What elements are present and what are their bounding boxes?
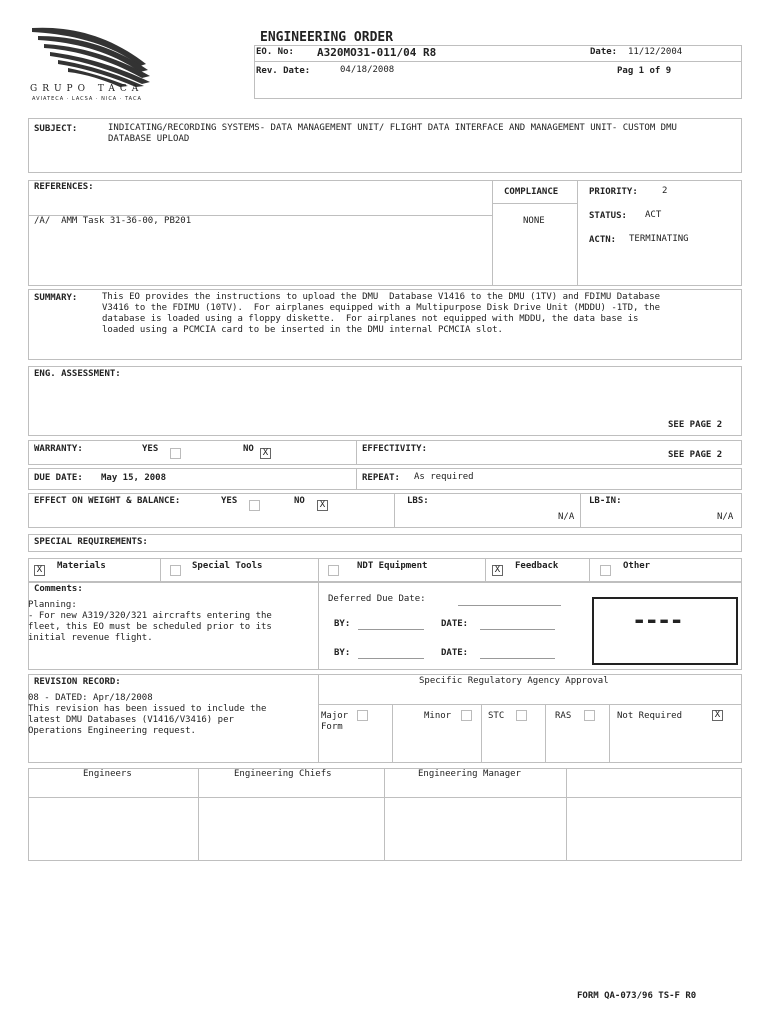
revision-record-label: REVISION RECORD: <box>34 677 121 687</box>
feedback-checkbox[interactable]: X <box>492 565 503 576</box>
page-title: ENGINEERING ORDER <box>260 30 394 45</box>
deferred-due-label: Deferred Due Date: <box>328 594 426 604</box>
date-label-1: DATE: <box>441 619 469 629</box>
date-value: 11/12/2004 <box>628 47 683 57</box>
comments-label: Comments: <box>34 584 83 594</box>
special-tools-label: Special Tools <box>192 561 263 571</box>
agency-approval-label: Specific Regulatory Agency Approval <box>419 676 609 686</box>
revision-line-3: latest DMU Databases (V1416/V3416) per <box>28 715 234 725</box>
logo-tagline: AVIATECA · LACSA · NICA · TACA <box>32 96 142 102</box>
warranty-yes-checkbox[interactable] <box>170 448 181 459</box>
logo-bird-icon <box>28 24 156 88</box>
by-label-1: BY: <box>334 619 351 629</box>
manager-signature-area[interactable] <box>385 798 565 860</box>
due-date-label: DUE DATE: <box>34 473 83 483</box>
warranty-label: WARRANTY: <box>34 444 83 454</box>
weight-yes-checkbox[interactable] <box>249 500 260 511</box>
date-field-2[interactable] <box>480 658 555 659</box>
effectivity-label: EFFECTIVITY: <box>362 444 428 454</box>
ndt-checkbox[interactable] <box>328 565 339 576</box>
assessment-section <box>28 366 742 436</box>
comments-line-3: initial revenue flight. <box>28 633 153 643</box>
materials-checkbox[interactable]: X <box>34 565 45 576</box>
special-tools-checkbox[interactable] <box>170 565 181 576</box>
minor-checkbox[interactable] <box>461 710 472 721</box>
other-checkbox[interactable] <box>600 565 611 576</box>
warranty-no-label: NO <box>243 444 254 454</box>
repeat-label: REPEAT: <box>362 473 400 483</box>
deferred-due-field[interactable] <box>458 605 561 606</box>
summary-label: SUMMARY: <box>34 293 78 303</box>
lbin-label: LB-IN: <box>589 496 622 506</box>
weight-no-label: NO <box>294 496 305 506</box>
major-label: Major <box>321 711 349 721</box>
eo-number: A320MO31-011/04 R8 <box>317 46 437 59</box>
status-value: ACT <box>645 210 662 220</box>
lbs-label: LBS: <box>407 496 429 506</box>
engineers-label: Engineers <box>83 769 132 779</box>
not-required-label: Not Required <box>617 711 683 721</box>
comments-line-1: - For new A319/320/321 aircrafts entering the <box>28 611 272 621</box>
date-label: Date: <box>590 47 618 57</box>
actn-label: ACTN: <box>589 235 617 245</box>
by-field-1[interactable] <box>358 629 424 630</box>
lbin-value: N/A <box>717 512 734 522</box>
assessment-label: ENG. ASSESSMENT: <box>34 369 121 379</box>
minor-label: Minor <box>424 711 452 721</box>
feedback-label: Feedback <box>515 561 559 571</box>
references-label: REFERENCES: <box>34 182 94 192</box>
form-label: Form <box>321 722 343 732</box>
weight-balance-label: EFFECT ON WEIGHT & BALANCE: <box>34 496 181 506</box>
due-date-value: May 15, 2008 <box>101 473 167 483</box>
planning-label: Planning: <box>28 600 77 610</box>
ndt-label: NDT Equipment <box>357 561 428 571</box>
engineers-signature-area[interactable] <box>29 798 197 860</box>
summary-line-2: V3416 to the FDIMU (10TV). For airplanes equipped with a Multipurpose Disk Drive Unit (MDDU) -1TD, the <box>102 303 661 313</box>
form-id: FORM QA-073/96 TS-F R0 <box>577 991 697 1001</box>
not-required-checkbox[interactable]: X <box>712 710 723 721</box>
summary-line-4: loaded using a PCMCIA card to be inserted in the DMU internal PCMCIA slot. <box>102 325 503 335</box>
logo-company-name: GRUPO TACA <box>30 84 144 94</box>
priority-value: 2 <box>662 186 668 196</box>
revision-line-2: This revision has been issued to include the <box>28 704 267 714</box>
revision-line-1: 08 - DATED: Apr/18/2008 <box>28 693 153 703</box>
weight-no-checkbox[interactable]: X <box>317 500 328 511</box>
stc-checkbox[interactable] <box>516 710 527 721</box>
materials-label: Materials <box>57 561 106 571</box>
stamp-dashes: ---- <box>632 606 682 634</box>
ras-checkbox[interactable] <box>584 710 595 721</box>
eo-label: EO. No: <box>256 47 294 57</box>
comments-line-2: fleet, this EO must be scheduled prior to its <box>28 622 272 632</box>
engineering-chiefs-label: Engineering Chiefs <box>234 769 332 779</box>
engineering-manager-label: Engineering Manager <box>418 769 521 779</box>
special-requirements-label: SPECIAL REQUIREMENTS: <box>34 537 148 547</box>
effectivity-see-page: SEE PAGE 2 <box>668 450 723 460</box>
subject-label: SUBJECT: <box>34 124 78 134</box>
status-label: STATUS: <box>589 211 627 221</box>
page-number: Pag 1 of 9 <box>617 66 672 76</box>
subject-line-1: INDICATING/RECORDING SYSTEMS- DATA MANAGEMENT UNIT/ FLIGHT DATA INTERFACE AND MANAGEMENT UNIT- CUSTOM DMU <box>108 123 677 133</box>
stc-label: STC <box>488 711 505 721</box>
weight-yes-label: YES <box>221 496 238 506</box>
reference-item: /A/ AMM Task 31-36-00, PB201 <box>34 216 192 226</box>
summary-line-1: This EO provides the instructions to upload the DMU Database V1416 to the DMU (1TV) and FDIMU Database <box>102 292 661 302</box>
other-label: Other <box>623 561 651 571</box>
subject-line-2: DATABASE UPLOAD <box>108 134 190 144</box>
date-field-1[interactable] <box>480 629 555 630</box>
by-label-2: BY: <box>334 648 351 658</box>
assessment-see-page: SEE PAGE 2 <box>668 420 723 430</box>
priority-label: PRIORITY: <box>589 187 638 197</box>
date-label-2: DATE: <box>441 648 469 658</box>
rev-date-label: Rev. Date: <box>256 66 311 76</box>
ras-label: RAS <box>555 711 572 721</box>
repeat-value: As required <box>414 472 474 482</box>
rev-date-value: 04/18/2008 <box>340 65 395 75</box>
actn-value: TERMINATING <box>629 234 689 244</box>
lbs-value: N/A <box>558 512 575 522</box>
major-checkbox[interactable] <box>357 710 368 721</box>
by-field-2[interactable] <box>358 658 424 659</box>
warranty-yes-label: YES <box>142 444 159 454</box>
warranty-no-checkbox[interactable]: X <box>260 448 271 459</box>
company-logo <box>28 24 156 104</box>
compliance-label: COMPLIANCE <box>504 187 559 197</box>
summary-line-3: database is loaded using a floppy diskette. For airplanes not equipped with MDDU, the data base is <box>102 314 639 324</box>
chiefs-signature-area[interactable] <box>199 798 383 860</box>
compliance-value: NONE <box>523 216 545 226</box>
revision-line-4: Operations Engineering request. <box>28 726 196 736</box>
